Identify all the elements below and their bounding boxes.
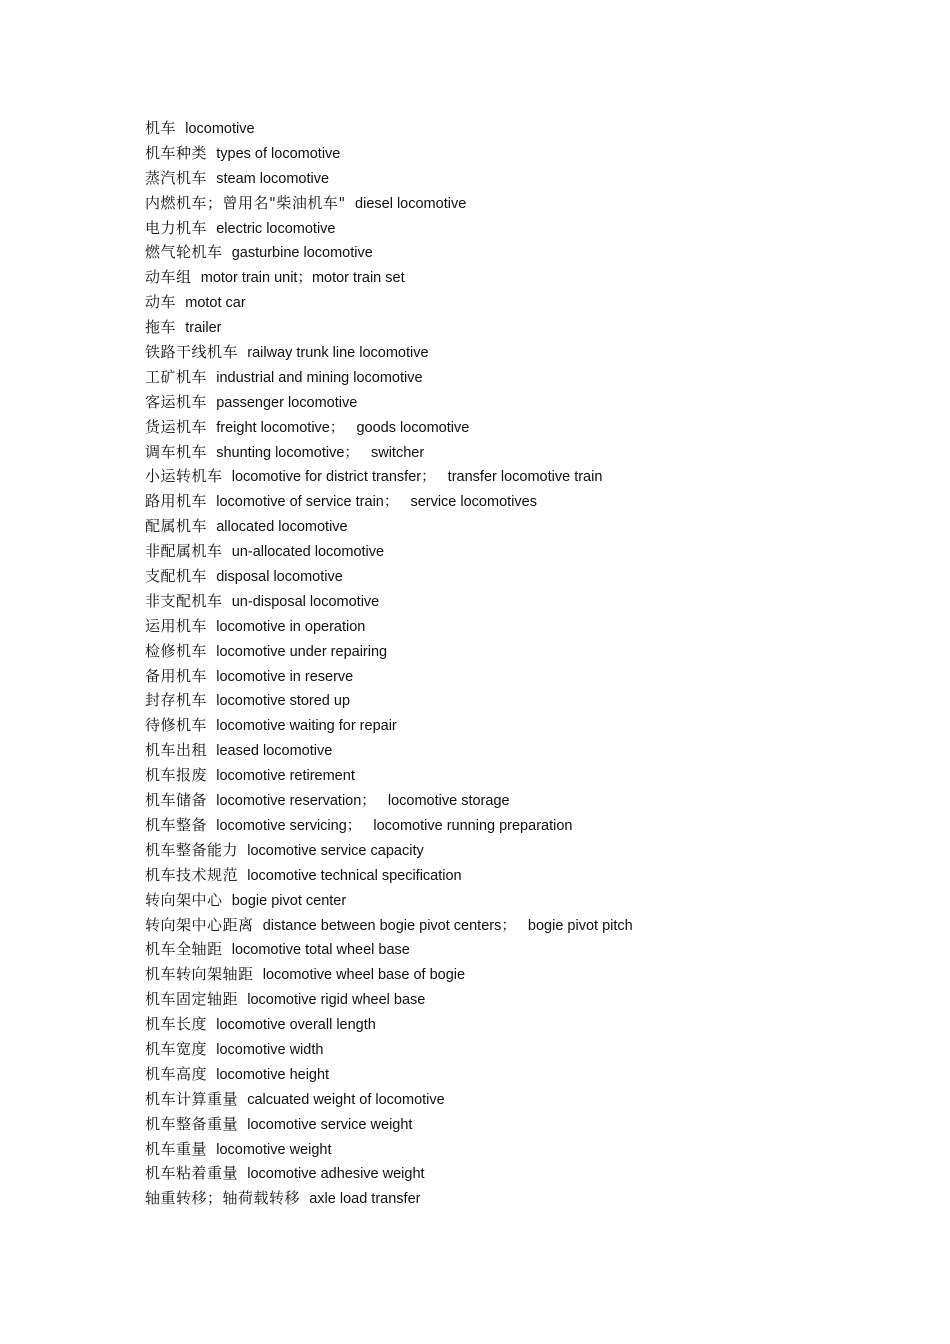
term-chinese: 轴重转移；轴荷载转移: [145, 1189, 301, 1208]
term-separator: [207, 146, 216, 162]
term-chinese: 机车重量: [145, 1139, 208, 1158]
term-chinese: 机车: [145, 119, 177, 137]
term-chinese: 燃气轮机车: [145, 243, 223, 262]
term-english: locomotive technical specification: [247, 867, 462, 884]
term-chinese: 机车种类: [145, 143, 208, 162]
term-chinese: 内燃机车；曾用名"柴油机车": [145, 193, 346, 212]
term-separator: [223, 245, 232, 261]
glossary-entry: [145, 1012, 905, 1037]
glossary-entry: [145, 1112, 905, 1137]
glossary-entry: [145, 713, 905, 738]
term-chinese: 机车技术规范: [145, 865, 239, 884]
term-english: locomotive waiting for repair: [216, 718, 397, 735]
term-chinese: 支配机车: [145, 567, 208, 586]
term-separator: [207, 370, 216, 386]
glossary-entry: [145, 987, 905, 1012]
glossary-entry: [145, 1186, 905, 1211]
term-chinese: 配属机车: [145, 517, 208, 536]
term-chinese: 拖车: [145, 318, 177, 337]
glossary-entry: [145, 937, 905, 962]
term-separator: [207, 644, 216, 660]
term-english: industrial and mining locomotive: [216, 369, 423, 386]
term-chinese: 动车组: [145, 268, 192, 287]
term-separator: [207, 494, 216, 510]
term-chinese: 机车整备: [145, 815, 208, 834]
glossary-entry: [145, 664, 905, 689]
term-separator: [207, 718, 216, 734]
glossary-entry: [145, 315, 905, 340]
term-separator: [223, 594, 232, 610]
term-english: locomotive adhesive weight: [247, 1166, 425, 1183]
glossary-entry: [145, 738, 905, 763]
term-separator: [223, 469, 232, 485]
term-english: locomotive stored up: [216, 693, 351, 710]
term-separator: [176, 121, 185, 137]
term-separator: [207, 519, 216, 535]
term-english: locomotive height: [216, 1066, 330, 1083]
glossary-entry: [145, 166, 905, 191]
term-chinese: 工矿机车: [145, 367, 208, 386]
glossary-entry: [145, 614, 905, 639]
term-separator: [207, 669, 216, 685]
term-english: locomotive servicing； locomotive running preparation: [216, 817, 573, 834]
term-separator: [207, 1042, 216, 1058]
glossary-entry: [145, 888, 905, 913]
glossary-entry: [145, 489, 905, 514]
term-english: electric locomotive: [216, 220, 336, 237]
term-chinese: 蒸汽机车: [145, 168, 208, 187]
term-english: locomotive width: [216, 1041, 324, 1058]
term-separator: [207, 569, 216, 585]
term-english: locomotive retirement: [216, 768, 355, 785]
term-english: locomotive for district transfer； transfer locomotive train: [231, 469, 603, 486]
term-english: railway trunk line locomotive: [247, 345, 429, 362]
glossary-entry: [145, 838, 905, 863]
term-chinese: 机车全轴距: [145, 940, 223, 959]
term-english: trailer: [185, 320, 222, 337]
term-separator: [207, 1067, 216, 1083]
glossary-entry: [145, 116, 905, 141]
term-separator: [207, 768, 216, 784]
term-separator: [238, 1092, 247, 1108]
glossary-entry: [145, 539, 905, 564]
term-separator: [238, 1117, 247, 1133]
term-chinese: 封存机车: [145, 691, 208, 710]
term-english: locomotive of service train； service locomotives: [216, 494, 537, 511]
term-separator: [207, 395, 216, 411]
term-chinese: 机车高度: [145, 1064, 208, 1083]
term-english: steam locomotive: [216, 170, 330, 187]
term-english: un-disposal locomotive: [231, 593, 380, 610]
term-chinese: 机车储备: [145, 791, 208, 810]
glossary-entry: [145, 913, 905, 938]
term-chinese: 机车宽度: [145, 1039, 208, 1058]
term-chinese: 机车报废: [145, 766, 208, 785]
term-separator: [223, 544, 232, 560]
glossary-entry: [145, 1037, 905, 1062]
term-separator: [300, 1191, 309, 1207]
term-chinese: 机车计算重量: [145, 1089, 239, 1108]
term-english: locomotive weight: [216, 1141, 332, 1158]
glossary-entry: [145, 141, 905, 166]
term-english: freight locomotive； goods locomotive: [216, 419, 470, 436]
term-separator: [207, 221, 216, 237]
glossary-entry: [145, 464, 905, 489]
glossary-entry: [145, 1062, 905, 1087]
term-separator: [176, 320, 185, 336]
glossary-entry: [145, 589, 905, 614]
glossary-entry: [145, 240, 905, 265]
term-separator: [207, 1017, 216, 1033]
term-english: shunting locomotive； switcher: [216, 444, 425, 461]
glossary-entry: [145, 216, 905, 241]
term-english: disposal locomotive: [216, 569, 343, 586]
term-english: locomotive in reserve: [216, 668, 354, 685]
term-separator: [207, 445, 216, 461]
term-english: distance between bogie pivot centers； bogie pivot pitch: [262, 917, 633, 934]
term-separator: [238, 1166, 247, 1182]
term-separator: [238, 992, 247, 1008]
term-separator: [207, 171, 216, 187]
term-chinese: 机车整备重量: [145, 1114, 239, 1133]
term-separator: [207, 793, 216, 809]
term-english: locomotive overall length: [216, 1017, 376, 1034]
term-separator: [238, 868, 247, 884]
term-chinese: 检修机车: [145, 641, 208, 660]
glossary-entry: [145, 390, 905, 415]
term-chinese: 机车整备能力: [145, 840, 239, 859]
term-english: bogie pivot center: [231, 892, 347, 909]
term-chinese: 铁路干线机车: [145, 343, 239, 362]
term-separator: [192, 270, 201, 286]
glossary-entry: [145, 1137, 905, 1162]
term-separator: [254, 918, 263, 934]
term-chinese: 路用机车: [145, 492, 208, 511]
term-chinese: 非支配机车: [145, 591, 223, 610]
term-separator: [207, 743, 216, 759]
term-english: leased locomotive: [216, 743, 333, 760]
term-separator: [238, 843, 247, 859]
term-chinese: 动车: [145, 293, 177, 312]
term-english: locomotive total wheel base: [231, 942, 410, 959]
term-separator: [346, 196, 355, 212]
term-chinese: 小运转机车: [145, 467, 223, 486]
term-chinese: 货运机车: [145, 417, 208, 436]
glossary-entry: [145, 514, 905, 539]
term-english: locomotive service capacity: [247, 842, 424, 859]
glossary-entry: [145, 1161, 905, 1186]
term-chinese: 备用机车: [145, 666, 208, 685]
term-english: locomotive reservation； locomotive storage: [216, 793, 510, 810]
glossary-entry: [145, 1087, 905, 1112]
term-english: calcuated weight of locomotive: [247, 1091, 445, 1108]
term-english: locomotive: [185, 121, 255, 137]
term-chinese: 调车机车: [145, 442, 208, 461]
term-separator: [207, 420, 216, 436]
term-chinese: 客运机车: [145, 392, 208, 411]
term-english: un-allocated locomotive: [231, 544, 385, 561]
term-english: allocated locomotive: [216, 519, 348, 536]
term-separator: [223, 942, 232, 958]
term-english: types of locomotive: [216, 145, 341, 162]
term-separator: [207, 818, 216, 834]
term-english: motot car: [185, 295, 246, 312]
term-chinese: 电力机车: [145, 218, 208, 237]
term-english: axle load transfer: [309, 1191, 421, 1208]
glossary-entry: [145, 290, 905, 315]
term-english: diesel locomotive: [355, 195, 467, 212]
term-separator: [238, 345, 247, 361]
glossary-entry: [145, 688, 905, 713]
term-chinese: 运用机车: [145, 616, 208, 635]
term-separator: [207, 693, 216, 709]
term-chinese: 机车固定轴距: [145, 990, 239, 1009]
term-chinese: 机车长度: [145, 1015, 208, 1034]
glossary-entry: [145, 813, 905, 838]
term-chinese: 非配属机车: [145, 542, 223, 561]
term-english: motor train unit；motor train set: [200, 270, 405, 287]
term-chinese: 机车粘着重量: [145, 1164, 239, 1183]
glossary-entry: [145, 365, 905, 390]
glossary-list: [145, 116, 905, 1211]
glossary-entry: [145, 788, 905, 813]
term-english: locomotive wheel base of bogie: [262, 967, 466, 984]
glossary-entry: [145, 564, 905, 589]
term-chinese: 待修机车: [145, 716, 208, 735]
term-english: locomotive rigid wheel base: [247, 992, 426, 1009]
term-chinese: 转向架中心距离: [145, 915, 254, 934]
glossary-entry: [145, 265, 905, 290]
term-chinese: 转向架中心: [145, 890, 223, 909]
term-english: locomotive under repairing: [216, 643, 388, 660]
glossary-entry: [145, 340, 905, 365]
term-separator: [223, 893, 232, 909]
term-english: passenger locomotive: [216, 394, 358, 411]
term-english: locomotive in operation: [216, 618, 366, 635]
glossary-entry: [145, 763, 905, 788]
glossary-entry: [145, 440, 905, 465]
term-chinese: 机车出租: [145, 741, 208, 760]
term-english: locomotive service weight: [247, 1116, 413, 1133]
term-separator: [207, 619, 216, 635]
glossary-entry: [145, 639, 905, 664]
glossary-entry: [145, 863, 905, 888]
term-separator: [176, 295, 185, 311]
term-separator: [207, 1142, 216, 1158]
term-separator: [254, 967, 263, 983]
glossary-entry: [145, 191, 905, 216]
term-chinese: 机车转向架轴距: [145, 965, 254, 984]
glossary-entry: [145, 962, 905, 987]
glossary-entry: [145, 415, 905, 440]
term-english: gasturbine locomotive: [231, 245, 373, 262]
